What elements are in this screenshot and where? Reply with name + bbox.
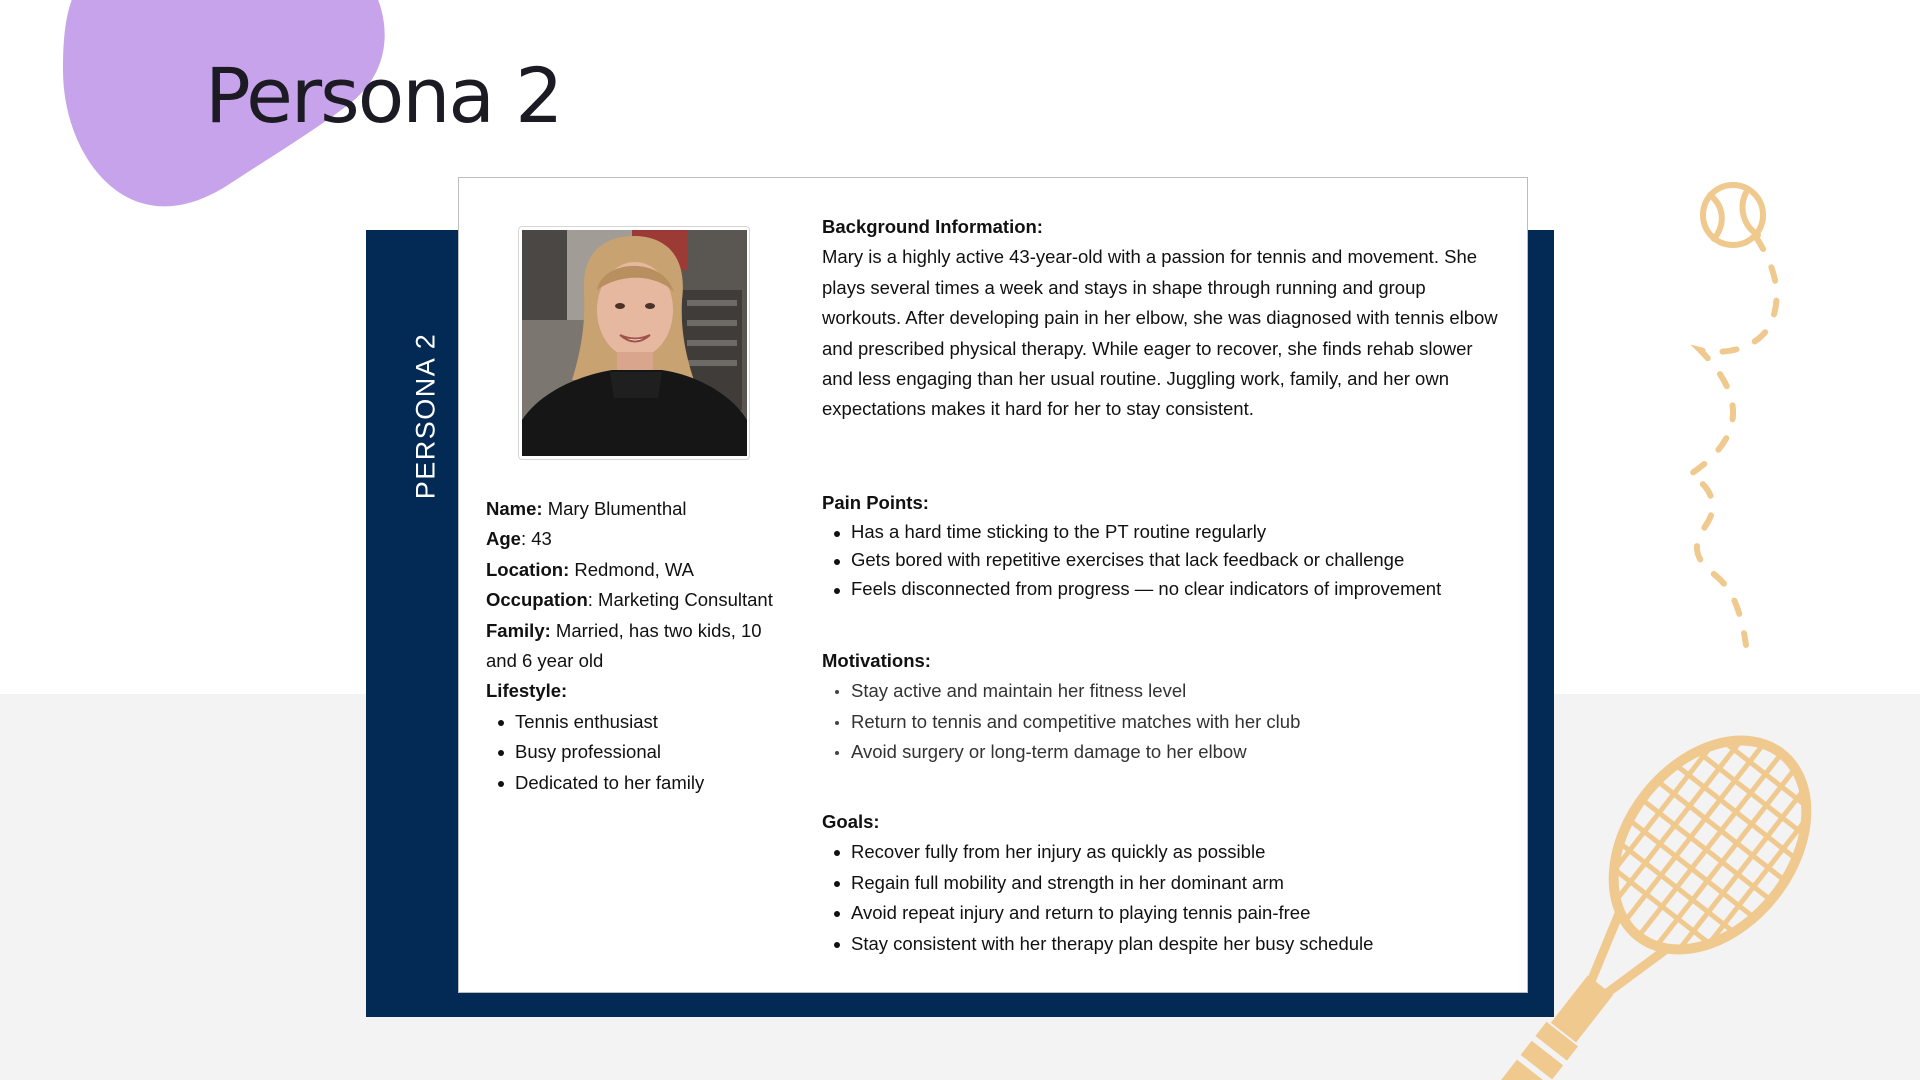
background-text: Mary is a highly active 43-year-old with a passion for tennis and movement. She plays several times a week and stays in shape through running and group workouts. After developing pain in her elbow, she was diagnosed with tennis elbow and prescribed physical therapy. While eager to recover, she finds rehab slower and less engaging than her usual routine. Juggling work, family, and her own expectations makes it hard for her to stay consistent. bbox=[822, 246, 1498, 420]
list-item: Avoid surgery or long-term damage to her elbow bbox=[822, 737, 1512, 767]
profile-details bbox=[486, 494, 796, 798]
list-item: Gets bored with repetitive exercises that lack feedback or challenge bbox=[822, 546, 1512, 575]
list-item: Regain full mobility and strength in her dominant arm bbox=[822, 868, 1512, 898]
goals-list bbox=[822, 837, 1512, 959]
background-heading: Background Information: bbox=[822, 216, 1043, 237]
motivations-list bbox=[822, 676, 1512, 767]
profile-age: Age: 43 bbox=[486, 528, 552, 550]
list-item: Feels disconnected from progress — no clear indicators of improvement bbox=[822, 575, 1512, 604]
pain-points-section bbox=[822, 489, 1512, 603]
list-item: Dedicated to her family bbox=[486, 768, 796, 798]
persona-photo bbox=[518, 226, 750, 460]
list-item: Stay consistent with her therapy plan despite her busy schedule bbox=[822, 929, 1512, 959]
motivations-heading: Motivations: bbox=[822, 650, 931, 671]
motivations-section bbox=[822, 646, 1512, 768]
list-item: Return to tennis and competitive matches with her club bbox=[822, 707, 1512, 737]
list-item: Busy professional bbox=[486, 737, 796, 767]
profile-occupation: Occupation: Marketing Consultant bbox=[486, 589, 773, 611]
list-item: Stay active and maintain her fitness level bbox=[822, 676, 1512, 706]
list-item: Has a hard time sticking to the PT routine regularly bbox=[822, 518, 1512, 547]
tennis-ball-icon bbox=[1670, 175, 1790, 655]
background-section bbox=[822, 212, 1502, 425]
profile-lifestyle-heading: Lifestyle: bbox=[486, 680, 568, 702]
pain-points-list bbox=[822, 518, 1512, 604]
list-item: Avoid repeat injury and return to playing tennis pain-free bbox=[822, 898, 1512, 928]
tennis-racket-icon bbox=[1450, 720, 1820, 1080]
profile-family: Family: Married, has two kids, 10 and 6 year old bbox=[486, 619, 762, 672]
pain-points-heading: Pain Points: bbox=[822, 492, 929, 513]
goals-section bbox=[822, 807, 1512, 959]
goals-heading: Goals: bbox=[822, 811, 880, 832]
list-item: Tennis enthusiast bbox=[486, 707, 796, 737]
page-title: Persona 2 bbox=[205, 51, 562, 140]
profile-name: Name: Mary Blumenthal bbox=[486, 498, 687, 519]
profile-location: Location: Redmond, WA bbox=[486, 558, 694, 580]
list-item: Recover fully from her injury as quickly as possible bbox=[822, 837, 1512, 867]
lifestyle-list bbox=[486, 707, 796, 798]
